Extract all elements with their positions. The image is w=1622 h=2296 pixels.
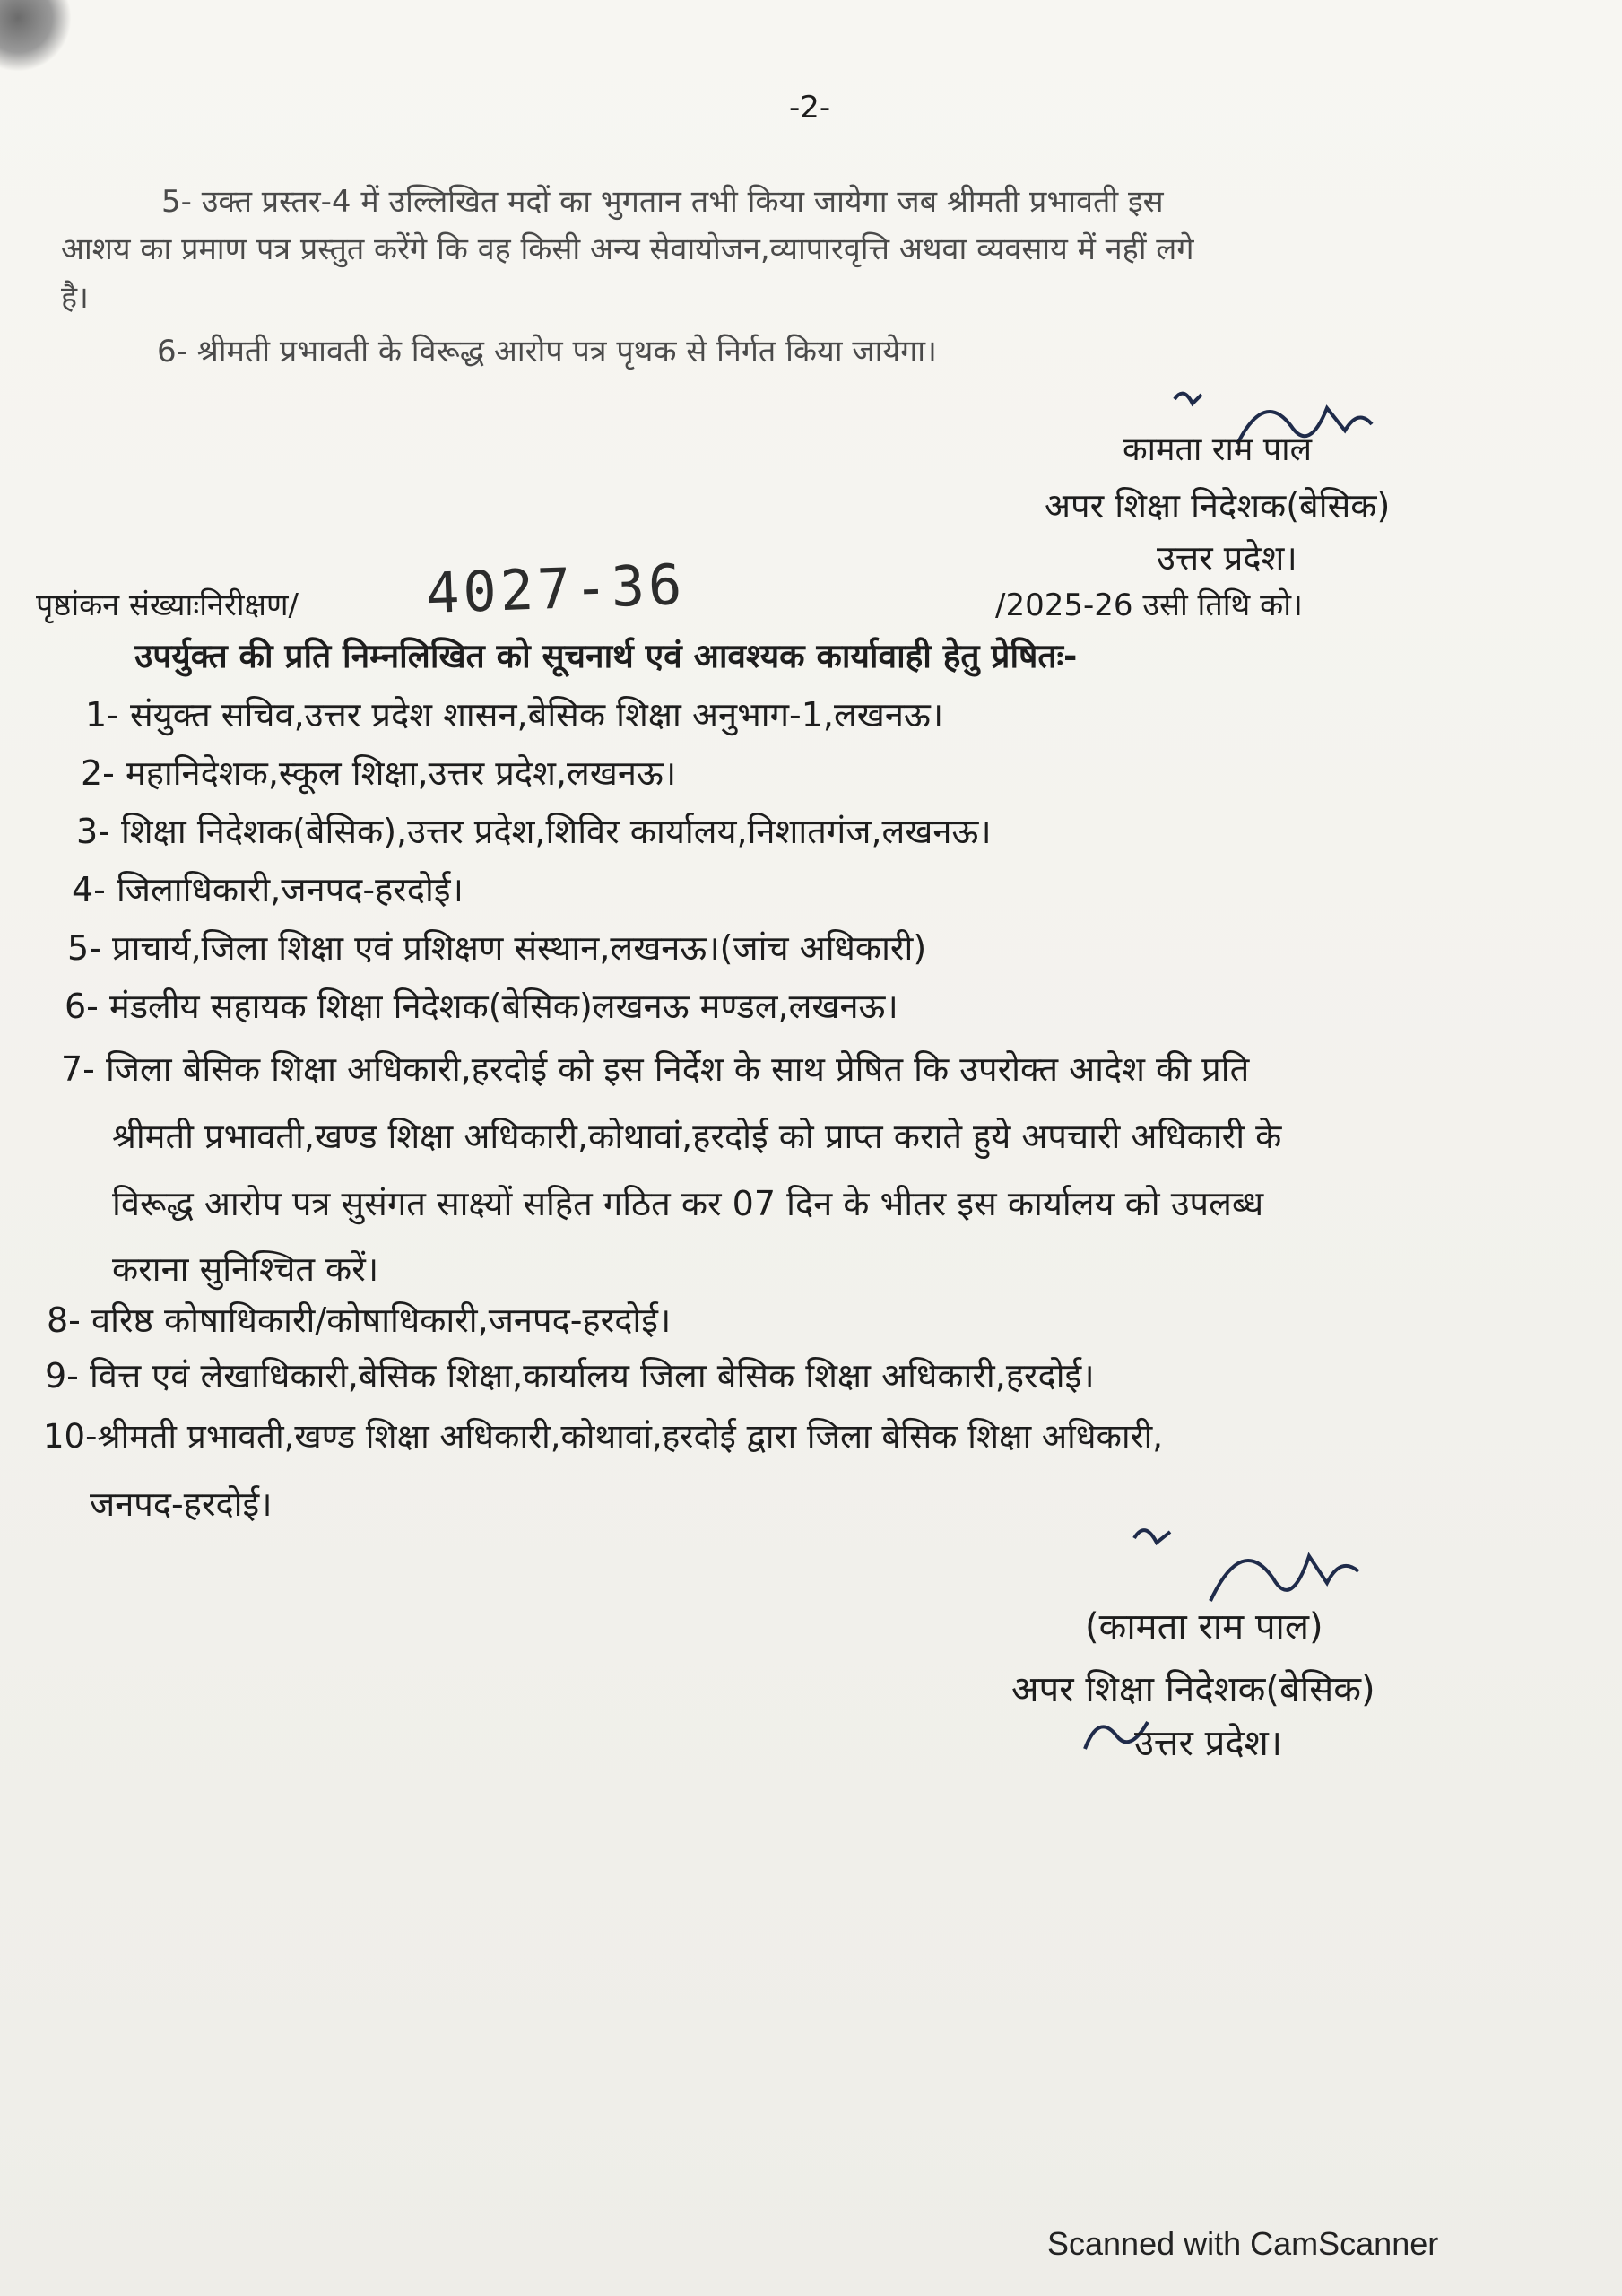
signature-top-designation: अपर शिक्षा निदेशक(बेसिक): [1045, 486, 1391, 526]
scan-shadow: [0, 0, 72, 72]
recipient-3: 3- शिक्षा निदेशक(बेसिक),उत्तर प्रदेश,शिविर कार्यालय,निशातगंज,लखनऊ।: [76, 812, 992, 851]
reference-suffix: /2025-26 उसी तिथि को।: [995, 587, 1303, 623]
recipient-7-line-4: कराना सुनिश्चित करें।: [112, 1249, 379, 1289]
para-5-line-1: 5- उक्त प्रस्तर-4 में उल्लिखित मदों का भुगतान तभी किया जायेगा जब श्रीमती प्रभावती इस: [161, 184, 1164, 220]
copy-intro: उपर्युक्त की प्रति निम्नलिखित को सूचनार्थ एवं आवश्यक कार्यावाही हेतु प्रेषितः-: [134, 637, 1078, 675]
para-6: 6- श्रीमती प्रभावती के विरूद्ध आरोप पत्र पृथक से निर्गत किया जायेगा।: [157, 334, 937, 370]
signature-bottom-designation: अपर शिक्षा निदेशक(बेसिक): [1011, 1669, 1375, 1710]
handwritten-reference-number: 4027-36: [424, 551, 687, 627]
recipient-1: 1- संयुक्त सचिव,उत्तर प्रदेश शासन,बेसिक शिक्षा अनुभाग-1,लखनऊ।: [85, 695, 944, 735]
signature-bottom-state: उत्तर प्रदेश।: [1134, 1723, 1282, 1764]
scanner-watermark: Scanned with CamScanner: [1047, 2225, 1439, 2262]
recipient-10-line-2: जनपद-हरदोई।: [90, 1484, 273, 1524]
reference-prefix: पृष्ठांकन संख्याःनिरीक्षण/: [36, 587, 299, 623]
signature-top-state: उत्तर प्रदेश।: [1157, 538, 1297, 578]
recipient-5: 5- प्राचार्य,जिला शिक्षा एवं प्रशिक्षण संस्थान,लखनऊ।(जांच अधिकारी): [67, 928, 927, 968]
signature-top-name: कामता राम पाल: [1123, 431, 1312, 468]
recipient-4: 4- जिलाधिकारी,जनपद-हरदोई।: [72, 870, 464, 909]
recipient-6: 6- मंडलीय सहायक शिक्षा निदेशक(बेसिक)लखनऊ मण्डल,लखनऊ।: [65, 987, 898, 1026]
page-number: -2-: [789, 90, 831, 126]
para-5-line-3: है।: [61, 280, 89, 316]
recipient-7-line-3: विरूद्ध आरोप पत्र सुसंगत साक्ष्यों सहित गठित कर 07 दिन के भीतर इस कार्यालय को उपलब्ध: [112, 1184, 1264, 1223]
signature-bottom-name: (कामता राम पाल): [1085, 1606, 1323, 1648]
recipient-7-line-2: श्रीमती प्रभावती,खण्ड शिक्षा अधिकारी,कोथावां,हरदोई को प्राप्त कराते हुये अपचारी अधिकारी के: [112, 1117, 1282, 1156]
recipient-2: 2- महानिदेशक,स्कूल शिक्षा,उत्तर प्रदेश,लखनऊ।: [81, 753, 677, 793]
recipient-7-line-1: 7- जिला बेसिक शिक्षा अधिकारी,हरदोई को इस निर्देश के साथ प्रेषित कि उपरोक्त आदेश की प्रति: [61, 1049, 1250, 1089]
recipient-8: 8- वरिष्ठ कोषाधिकारी/कोषाधिकारी,जनपद-हरदोई।: [47, 1300, 672, 1340]
recipient-9: 9- वित्त एवं लेखाधिकारी,बेसिक शिक्षा,कार्यालय जिला बेसिक शिक्षा अधिकारी,हरदोई।: [45, 1356, 1095, 1396]
para-5-line-2: आशय का प्रमाण पत्र प्रस्तुत करेंगे कि वह किसी अन्य सेवायोजन,व्यापारवृत्ति अथवा व्यवसाय में नहीं लगे: [61, 231, 1194, 267]
recipient-10-line-1: 10-श्रीमती प्रभावती,खण्ड शिक्षा अधिकारी,कोथावां,हरदोई द्वारा जिला बेसिक शिक्षा अधिकारी,: [43, 1417, 1163, 1456]
